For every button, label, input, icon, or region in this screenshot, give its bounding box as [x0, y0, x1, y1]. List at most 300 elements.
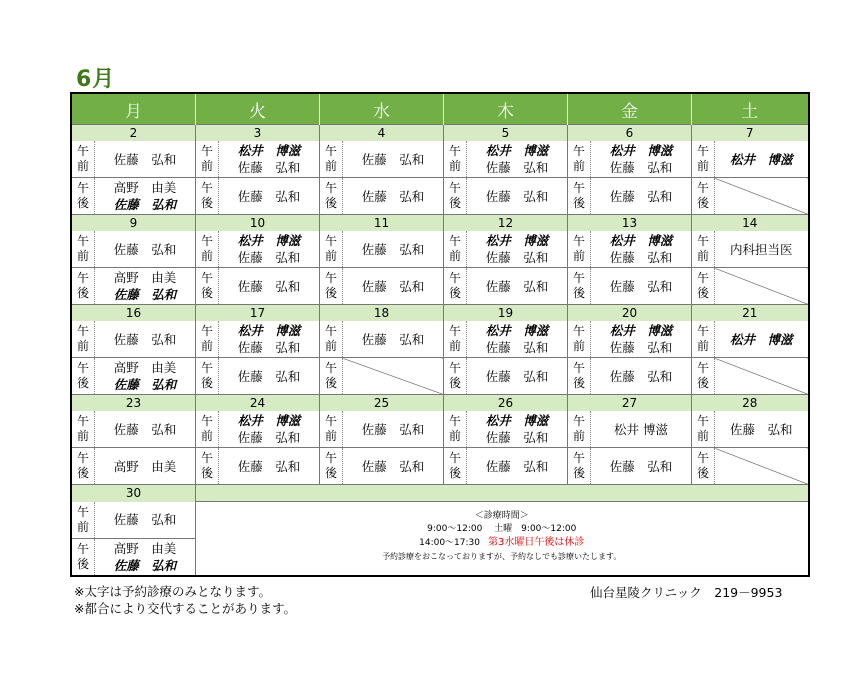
morning-doctors: [219, 411, 320, 448]
afternoon-row: [71, 268, 809, 305]
doctor-name: 佐藤 弘和: [361, 188, 425, 204]
am-label-top: 午: [76, 414, 89, 428]
pm-label-top: 午: [200, 361, 213, 375]
pm-label-top: 午: [572, 451, 585, 465]
pm-label-bottom: 後: [324, 196, 337, 210]
date-cell: 11: [320, 215, 444, 232]
morning-doctors: [95, 411, 196, 448]
morning-row: [71, 411, 809, 448]
am-label-bottom: 前: [76, 249, 89, 263]
pm-label-bottom: 後: [572, 196, 585, 210]
doctor-name: 高野 由美: [113, 270, 177, 285]
doctor-name: 高野 由美: [113, 180, 177, 195]
pm-label-bottom: 後: [448, 196, 461, 210]
afternoon-closed: [343, 358, 444, 395]
doctor-name: 佐藤 弘和: [485, 160, 549, 175]
pm-label: [692, 178, 715, 215]
doctor-name: 佐藤 弘和: [113, 377, 177, 392]
pm-label-bottom: 後: [76, 196, 89, 210]
pm-label-top: 午: [696, 271, 709, 285]
am-label: [568, 321, 591, 358]
am-label-bottom: 前: [572, 429, 585, 443]
pm-label: [71, 178, 95, 215]
doctor-name: 高野 由美: [113, 458, 177, 474]
am-label: [568, 411, 591, 448]
am-label-bottom: 前: [324, 159, 337, 173]
am-label-bottom: 前: [324, 429, 337, 443]
afternoon-doctors: [591, 268, 692, 305]
doctor-name: 佐藤 弘和: [361, 421, 425, 437]
am-label-top: 午: [200, 414, 213, 428]
pm-label: [568, 268, 591, 305]
am-label-top: 午: [448, 144, 461, 158]
am-label-bottom: 前: [696, 339, 709, 353]
doctor-name: 松井 博滋: [237, 143, 301, 158]
afternoon-closed: [715, 268, 809, 305]
doctor-name: 松井 博滋: [729, 331, 793, 347]
morning-row: [71, 141, 809, 178]
doctor-name: 佐藤 弘和: [113, 331, 177, 347]
am-label: [71, 321, 95, 358]
morning-doctors: [95, 141, 196, 178]
am-label-top: 午: [696, 324, 709, 338]
doctor-name: 佐藤 弘和: [113, 512, 177, 527]
pm-label: [71, 448, 95, 485]
doctor-name: 佐藤 弘和: [113, 241, 177, 257]
doctor-name: 松井 博滋: [609, 323, 673, 338]
hours-line-1: 9:00～12:00 土曜 9:00～12:00: [427, 524, 577, 534]
afternoon-doctors: [591, 358, 692, 395]
morning-doctors: [715, 231, 809, 268]
am-label: [320, 231, 343, 268]
doctor-name: 佐藤 弘和: [237, 250, 301, 265]
doctor-name: 高野 由美: [113, 540, 177, 556]
pm-label-bottom: 後: [76, 286, 89, 300]
doctor-name: 佐藤 弘和: [361, 278, 425, 294]
morning-doctors: [95, 321, 196, 358]
doctor-name: 松井 博滋: [237, 413, 301, 428]
doctor-name: 佐藤 弘和: [609, 188, 673, 204]
doctor-name: 佐藤 弘和: [485, 250, 549, 265]
pm-label: [568, 178, 591, 215]
pm-label-top: 午: [572, 361, 585, 375]
pm-label-bottom: 後: [696, 466, 709, 480]
pm-label-bottom: 後: [200, 196, 213, 210]
doctor-name: 佐藤 弘和: [729, 421, 793, 437]
date-cell: 25: [320, 395, 444, 412]
date-cell: 7: [692, 125, 809, 142]
morning-doctors: [715, 141, 809, 178]
am-label-top: 午: [572, 324, 585, 338]
am-label-top: 午: [324, 144, 337, 158]
schedule-calendar: [70, 92, 810, 577]
pm-label-bottom: 後: [448, 286, 461, 300]
doctor-name: 佐藤 弘和: [361, 458, 425, 474]
morning-doctors: [467, 321, 568, 358]
doctor-name: 高野 由美: [113, 360, 177, 375]
pm-label-top: 午: [324, 181, 337, 195]
am-label: [692, 321, 715, 358]
am-label-top: 午: [76, 324, 89, 338]
afternoon-doctors: [95, 358, 196, 395]
afternoon-doctors: [219, 268, 320, 305]
doctor-name: 松井 博滋: [485, 323, 549, 338]
doctor-name: 佐藤 弘和: [609, 368, 673, 384]
pm-label-top: 午: [324, 271, 337, 285]
doctor-name: 松井 博滋: [237, 233, 301, 248]
pm-label-bottom: 後: [200, 376, 213, 390]
doctor-name: 松井 博滋: [485, 413, 549, 428]
morning-doctors: [467, 231, 568, 268]
hours-pm-time: 14:00～17:30: [419, 538, 480, 548]
clinic-name-phone: 仙台星陵クリニック 219－9953: [590, 585, 783, 600]
afternoon-doctors: [467, 448, 568, 485]
date-cell: 24: [196, 395, 320, 412]
pm-label-top: 午: [448, 271, 461, 285]
am-label-bottom: 前: [572, 159, 585, 173]
doctor-name: 佐藤 弘和: [113, 287, 177, 302]
am-label-bottom: 前: [76, 519, 89, 534]
pm-label: [444, 448, 467, 485]
afternoon-closed: [715, 358, 809, 395]
am-label: [196, 141, 219, 178]
footnotes: [74, 583, 296, 617]
afternoon-closed: [715, 448, 809, 485]
date-cell: 10: [196, 215, 320, 232]
pm-label-bottom: 後: [324, 376, 337, 390]
morning-doctors: [343, 321, 444, 358]
date-cell: 3: [196, 125, 320, 142]
weekday-4: 金: [568, 93, 692, 125]
am-label: [692, 141, 715, 178]
date-cell: 16: [71, 305, 196, 322]
date-row: [71, 125, 809, 142]
am-label-top: 午: [696, 414, 709, 428]
am-label-bottom: 前: [200, 339, 213, 353]
date-cell: 18: [320, 305, 444, 322]
doctor-name: 佐藤 弘和: [237, 430, 301, 445]
pm-label: [444, 178, 467, 215]
pm-label: [692, 448, 715, 485]
pm-label-top: 午: [572, 271, 585, 285]
doctor-name: 佐藤 弘和: [237, 340, 301, 355]
morning-doctors: [95, 502, 196, 539]
am-label-bottom: 前: [696, 159, 709, 173]
am-label-bottom: 前: [448, 159, 461, 173]
pm-label-bottom: 後: [448, 376, 461, 390]
doctor-name: 松井 博滋: [614, 421, 668, 437]
pm-label-top: 午: [696, 361, 709, 375]
am-label-top: 午: [324, 234, 337, 248]
am-label: [568, 141, 591, 178]
afternoon-doctors: [219, 178, 320, 215]
doctor-name: 佐藤 弘和: [485, 458, 549, 474]
date-cell: 23: [71, 395, 196, 412]
pm-label-top: 午: [76, 361, 89, 375]
am-label-bottom: 前: [76, 429, 89, 443]
morning-row: [71, 502, 809, 539]
pm-label-top: 午: [696, 181, 709, 195]
pm-label: [320, 358, 343, 395]
pm-label-bottom: 後: [696, 196, 709, 210]
afternoon-row: [71, 448, 809, 485]
doctor-name: 佐藤 弘和: [609, 278, 673, 294]
pm-label-top: 午: [448, 181, 461, 195]
am-label: [71, 141, 95, 178]
pm-label: [71, 268, 95, 305]
date-row: [71, 215, 809, 232]
pm-label: [320, 178, 343, 215]
am-label-bottom: 前: [448, 429, 461, 443]
pm-label-bottom: 後: [200, 466, 213, 480]
pm-label: [444, 268, 467, 305]
afternoon-doctors: [591, 178, 692, 215]
doctor-name: 佐藤 弘和: [113, 151, 177, 167]
am-label: [320, 321, 343, 358]
doctor-name: 佐藤 弘和: [485, 368, 549, 384]
am-label-top: 午: [76, 234, 89, 248]
morning-doctors: [343, 141, 444, 178]
date-cell: 5: [444, 125, 568, 142]
doctor-name: 佐藤 弘和: [485, 430, 549, 445]
am-label: [71, 411, 95, 448]
doctor-name: 内科担当医: [729, 241, 793, 257]
am-label: [71, 502, 95, 539]
date-cell: 21: [692, 305, 809, 322]
doctor-name: 松井 博滋: [609, 143, 673, 158]
hours-title: ＜診療時間＞: [474, 511, 529, 521]
morning-doctors: [591, 141, 692, 178]
doctor-name: 佐藤 弘和: [237, 188, 301, 204]
pm-label-top: 午: [200, 181, 213, 195]
pm-label: [320, 448, 343, 485]
footnote-substitute: ※都合により交代することがあります。: [74, 601, 296, 616]
pm-label-top: 午: [76, 451, 89, 465]
hours-line-2: [196, 536, 808, 550]
pm-label: [444, 358, 467, 395]
weekday-1: 火: [196, 93, 320, 125]
date-row: [71, 485, 809, 502]
am-label-bottom: 前: [76, 339, 89, 353]
morning-doctors: [219, 321, 320, 358]
am-label: [692, 231, 715, 268]
am-label: [444, 141, 467, 178]
afternoon-doctors: [343, 178, 444, 215]
afternoon-row: [71, 358, 809, 395]
doctor-name: 佐藤 弘和: [361, 151, 425, 167]
doctor-name: 佐藤 弘和: [609, 458, 673, 474]
pm-label: [196, 448, 219, 485]
doctor-name: 佐藤 弘和: [485, 278, 549, 294]
am-label-top: 午: [200, 144, 213, 158]
am-label-top: 午: [572, 144, 585, 158]
pm-label-bottom: 後: [448, 466, 461, 480]
afternoon-doctors: [219, 448, 320, 485]
am-label-top: 午: [448, 234, 461, 248]
pm-label-top: 午: [76, 181, 89, 195]
am-label-top: 午: [76, 504, 89, 519]
month-title: 6月: [76, 67, 116, 92]
date-cell: 19: [444, 305, 568, 322]
morning-row: [71, 321, 809, 358]
weekday-header: [71, 93, 809, 125]
afternoon-doctors: [467, 178, 568, 215]
date-cell: 13: [568, 215, 692, 232]
pm-label-bottom: 後: [76, 466, 89, 480]
footnote-bold: ※太字は予約診療のみとなります。: [74, 584, 271, 599]
morning-doctors: [343, 231, 444, 268]
doctor-name: 佐藤 弘和: [609, 250, 673, 265]
morning-doctors: [219, 141, 320, 178]
am-label-bottom: 前: [448, 249, 461, 263]
doctor-name: 佐藤 弘和: [113, 197, 177, 212]
doctor-name: 佐藤 弘和: [237, 278, 301, 294]
am-label: [444, 231, 467, 268]
afternoon-closed: [715, 178, 809, 215]
am-label-bottom: 前: [324, 249, 337, 263]
date-cell: 27: [568, 395, 692, 412]
am-label: [196, 321, 219, 358]
am-label-top: 午: [200, 234, 213, 248]
pm-label-top: 午: [324, 451, 337, 465]
afternoon-doctors: [219, 358, 320, 395]
afternoon-doctors: [343, 268, 444, 305]
am-label-top: 午: [572, 414, 585, 428]
am-label: [444, 321, 467, 358]
pm-label: [196, 268, 219, 305]
am-label-top: 午: [696, 234, 709, 248]
am-label: [320, 411, 343, 448]
am-label-top: 午: [324, 324, 337, 338]
weekday-2: 水: [320, 93, 444, 125]
date-cell: 28: [692, 395, 809, 412]
date-cell: 14: [692, 215, 809, 232]
doctor-name: 松井 博滋: [729, 151, 793, 167]
doctor-name: 松井 博滋: [485, 233, 549, 248]
afternoon-doctors: [591, 448, 692, 485]
closed-notice: 第3水曜日午後は休診: [488, 537, 585, 548]
pm-label-top: 午: [76, 271, 89, 285]
afternoon-doctors: [467, 268, 568, 305]
date-cell: 26: [444, 395, 568, 412]
am-label: [320, 141, 343, 178]
am-label-bottom: 前: [200, 159, 213, 173]
weekday-0: 月: [71, 93, 196, 125]
pm-label: [692, 268, 715, 305]
afternoon-doctors: [95, 448, 196, 485]
pm-label: [568, 448, 591, 485]
pm-label-bottom: 後: [572, 466, 585, 480]
morning-doctors: [467, 141, 568, 178]
date-row: [71, 305, 809, 322]
morning-doctors: [715, 321, 809, 358]
am-label-bottom: 前: [324, 339, 337, 353]
date-row: [71, 395, 809, 412]
am-label-bottom: 前: [696, 249, 709, 263]
doctor-name: 佐藤 弘和: [485, 340, 549, 355]
pm-label: [196, 358, 219, 395]
pm-label-bottom: 後: [696, 286, 709, 300]
am-label-bottom: 前: [200, 429, 213, 443]
afternoon-row: [71, 178, 809, 215]
doctor-name: 佐藤 弘和: [237, 458, 301, 474]
pm-label-top: 午: [696, 451, 709, 465]
doctor-name: 佐藤 弘和: [609, 160, 673, 175]
morning-doctors: [591, 321, 692, 358]
morning-doctors: [591, 231, 692, 268]
doctor-name: 佐藤 弘和: [609, 340, 673, 355]
am-label-top: 午: [324, 414, 337, 428]
afternoon-doctors: [95, 538, 196, 576]
morning-doctors: [343, 411, 444, 448]
morning-doctors: [591, 411, 692, 448]
doctor-name: 松井 博滋: [485, 143, 549, 158]
empty-date-cell: [196, 485, 809, 502]
pm-label-bottom: 後: [696, 376, 709, 390]
am-label-top: 午: [696, 144, 709, 158]
doctor-name: 佐藤 弘和: [113, 421, 177, 437]
doctor-name: 佐藤 弘和: [237, 160, 301, 175]
hours-line-3: 予約診療をおこなっておりますが、予約なしでも診療いたします。: [382, 552, 622, 561]
doctor-name: 佐藤 弘和: [361, 331, 425, 347]
pm-label-bottom: 後: [572, 376, 585, 390]
pm-label: [71, 358, 95, 395]
am-label: [568, 231, 591, 268]
pm-label-top: 午: [76, 541, 89, 556]
am-label-bottom: 前: [76, 159, 89, 173]
am-label: [196, 231, 219, 268]
pm-label-top: 午: [200, 271, 213, 285]
doctor-name: 佐藤 弘和: [485, 188, 549, 204]
date-cell: 6: [568, 125, 692, 142]
pm-label-bottom: 後: [324, 466, 337, 480]
am-label: [196, 411, 219, 448]
am-label-bottom: 前: [200, 249, 213, 263]
weekday-5: 土: [692, 93, 809, 125]
pm-label: [320, 268, 343, 305]
am-label: [444, 411, 467, 448]
pm-label-top: 午: [572, 181, 585, 195]
weekday-3: 木: [444, 93, 568, 125]
morning-doctors: [715, 411, 809, 448]
am-label-top: 午: [200, 324, 213, 338]
pm-label-bottom: 後: [200, 286, 213, 300]
pm-label: [71, 538, 95, 576]
afternoon-doctors: [343, 448, 444, 485]
am-label-top: 午: [572, 234, 585, 248]
doctor-name: 佐藤 弘和: [113, 557, 177, 573]
am-label: [71, 231, 95, 268]
date-cell: 4: [320, 125, 444, 142]
morning-doctors: [95, 231, 196, 268]
afternoon-doctors: [467, 358, 568, 395]
morning-doctors: [219, 231, 320, 268]
morning-row: [71, 231, 809, 268]
doctor-name: 佐藤 弘和: [361, 241, 425, 257]
pm-label-top: 午: [324, 361, 337, 375]
pm-label-top: 午: [448, 361, 461, 375]
am-label-bottom: 前: [696, 429, 709, 443]
date-cell: 12: [444, 215, 568, 232]
pm-label-bottom: 後: [324, 286, 337, 300]
date-cell: 20: [568, 305, 692, 322]
pm-label-top: 午: [448, 451, 461, 465]
am-label-top: 午: [76, 144, 89, 158]
pm-label-bottom: 後: [76, 556, 89, 571]
pm-label-top: 午: [200, 451, 213, 465]
pm-label: [568, 358, 591, 395]
afternoon-doctors: [95, 178, 196, 215]
